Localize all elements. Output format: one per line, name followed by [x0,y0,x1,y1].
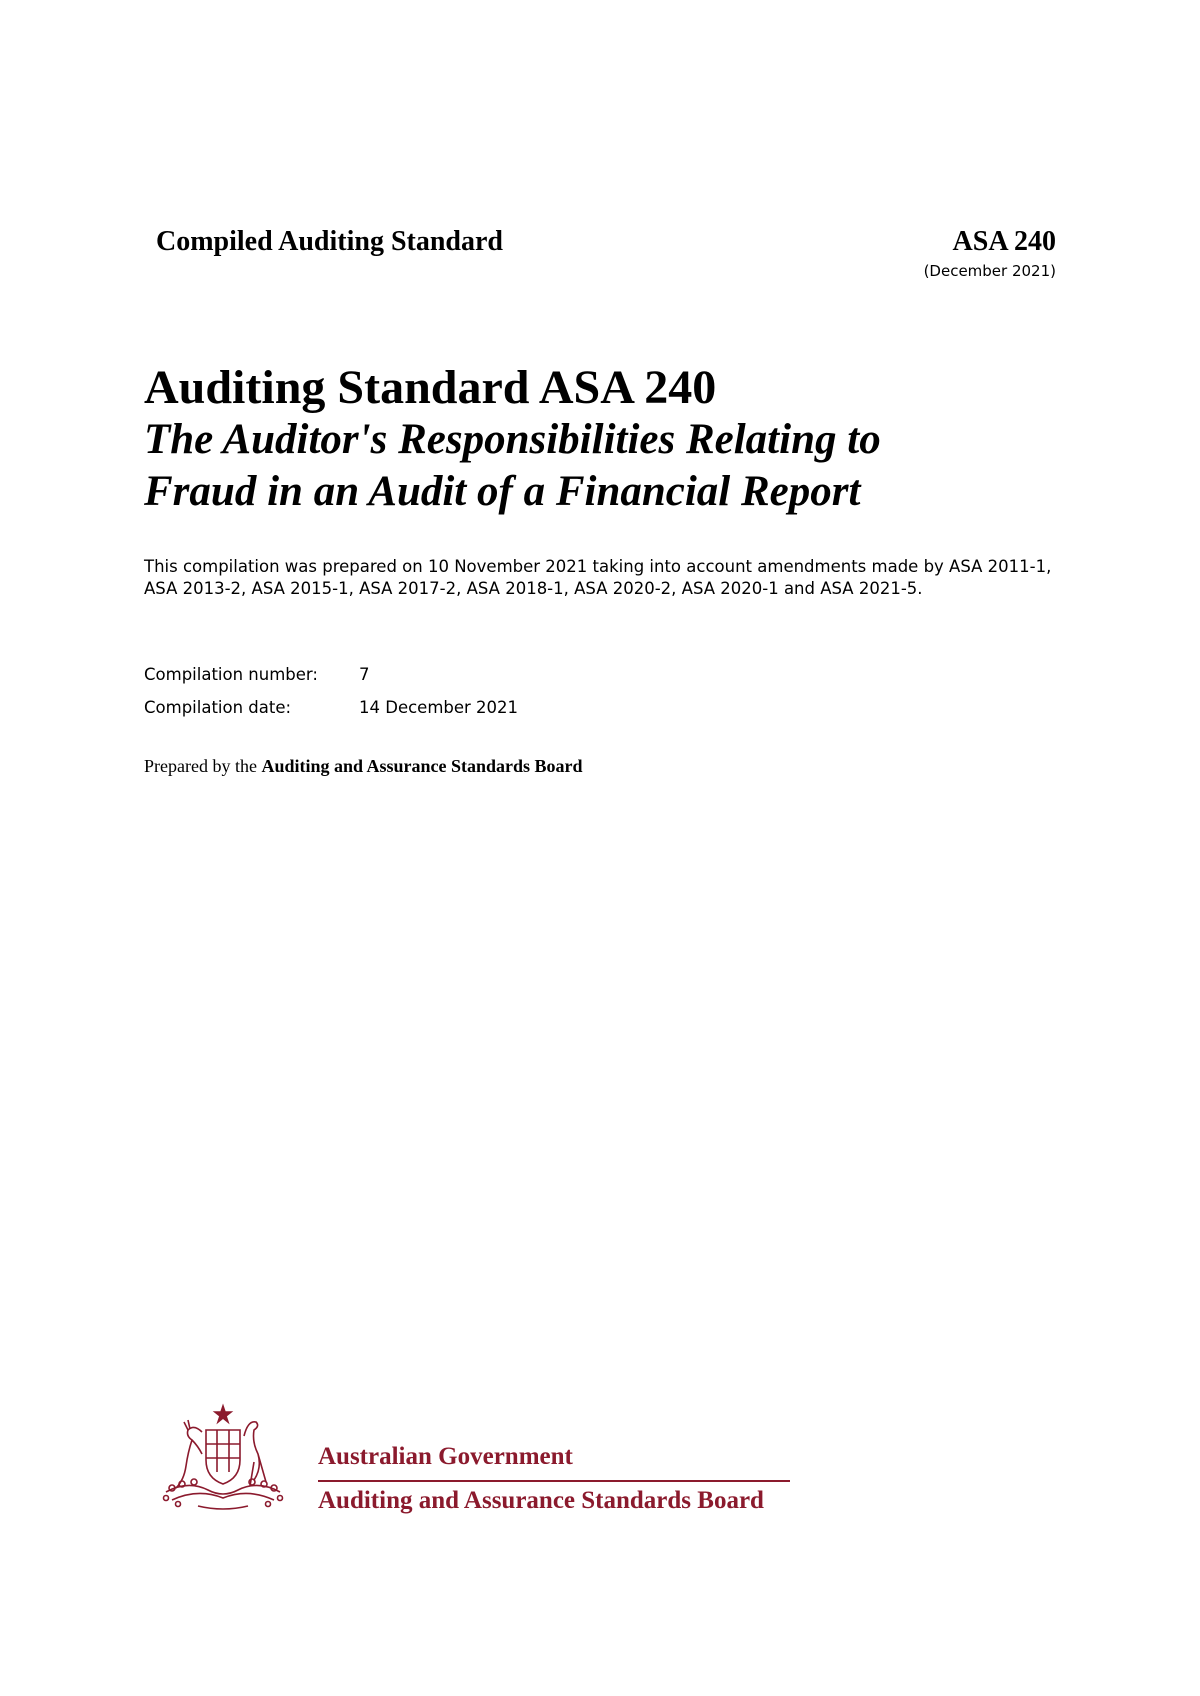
compilation-number-label: Compilation number: [144,665,318,684]
prepared-by-org: Auditing and Assurance Standards Board [261,756,583,776]
logo-divider [318,1480,790,1482]
title-sub-line-1: The Auditor's Responsibilities Relating to [144,416,881,463]
compilation-date-label: Compilation date: [144,698,292,717]
title-sub-line-2: Fraud in an Audit of a Financial Report [144,468,861,515]
commonwealth-coat-of-arms-icon [158,1402,288,1512]
compilation-date-value: 14 December 2021 [359,698,519,717]
compilation-note: This compilation was prepared on 10 November 2021 taking into account amendments made by ASA 2011-1, ASA 2013-2, ASA 2015-1, ASA 2017-2, ASA 2018-1, ASA 2020-2, ASA 2020-1 and ASA 2021-5. [144,557,1052,598]
standard-date: (December 2021) [923,262,1056,280]
compilation-number-row [144,664,370,686]
standard-code-block [924,228,1056,280]
compilation-number-value: 7 [359,665,370,684]
logo-government-name: Australian Government [318,1443,573,1470]
title-main: Auditing Standard ASA 240 [144,361,717,414]
document-type-label: Compiled Auditing Standard [156,226,503,257]
document-title [144,362,1064,518]
compilation-date-row [144,697,518,719]
logo-board-name: Auditing and Assurance Standards Board [318,1487,764,1514]
government-logo [158,1402,798,1532]
standard-code: ASA 240 [952,226,1056,257]
prepared-by-prefix: Prepared by the [144,756,262,776]
prepared-by [144,755,583,777]
